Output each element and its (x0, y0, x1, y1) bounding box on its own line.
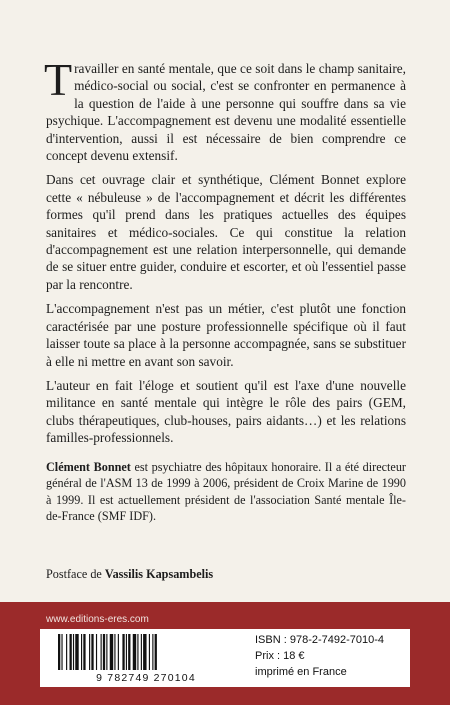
paragraph-4: L'auteur en fait l'éloge et soutient qu'il est l'axe d'une nouvelle militance en santé mentale qui intègre le rôle des pairs (GEM, clubs thérapeutiques, club-houses, pairs aidants…) et les relations familles-professionnels. (46, 377, 406, 446)
book-info (255, 632, 384, 680)
author-name: Clément Bonnet (46, 459, 131, 474)
barcode-number: 9 782749 270104 (96, 672, 196, 684)
postface-prefix: Postface de (46, 567, 105, 581)
price: Prix : 18 € (255, 650, 305, 662)
printed-in: imprimé en France (255, 666, 347, 678)
paragraph-1: Travailler en santé mentale, que ce soit dans le champ sanitaire, médico-social ou social, c'est se confronter en permanence à la question de l'aide à une personne qui souffre dans sa vie psychique. L'accompagnement est devenu une modalité essentielle d'intervention, aussi il est nécessaire de bien comprendre ce concept devenu extensif. (44, 54, 406, 164)
publisher-website: www.editions-eres.com (46, 614, 149, 625)
paragraph-2: Dans cet ouvrage clair et synthétique, Clément Bonnet explore cette « nébuleuse » de l'accompagnement et décrit les différentes formes qu'il prend dans les pratiques actuelles des équipes sanitaires et médico-sociales. Ce qui constitue la relation d'accompagnement est une relation interpersonnelle, qui demande de se situer entre guider, conduire et escorter, et où l'essentiel passe par la rencontre. (46, 172, 406, 292)
postface-line (46, 567, 213, 582)
description (44, 54, 406, 532)
postface-name: Vassilis Kapsambelis (104, 567, 214, 581)
author-bio (46, 459, 406, 525)
isbn: ISBN : 978-2-7492-7010-4 (255, 634, 385, 646)
paragraph-3: L'accompagnement n'est pas un métier, c'est plutôt une fonction caractérisée par une posture professionnelle spécifique où il faut laisser toute sa place à la personne accompagnée, sans se substituer à elle ni mettre en avant son savoir. (46, 301, 406, 369)
author-bio-text: est psychiatre des hôpitaux honoraire. Il a été directeur général de l'ASM 13 de 1999 à 2006, président de Croix Marine de 1990 à 1999. Il est actuellement président de l'association Santé mentale Île-de-France (SMF IDF). (46, 459, 406, 524)
